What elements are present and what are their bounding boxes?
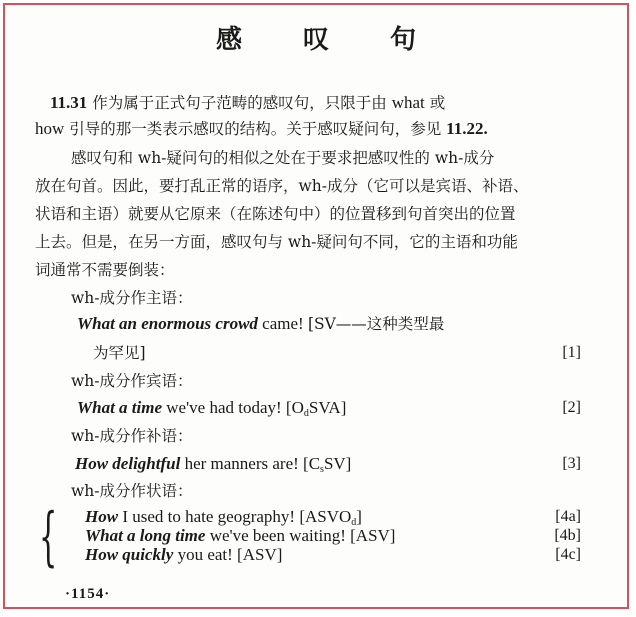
example-4b xyxy=(85,526,395,546)
example-4a-code: [ASVO xyxy=(299,507,352,526)
example-3 xyxy=(75,454,351,480)
para1-word-what: what xyxy=(391,93,425,112)
example-2-rest: we've had today! xyxy=(166,398,282,417)
example-4b-emphasis: What a long time xyxy=(85,526,206,545)
example-2-code: [O xyxy=(285,398,304,417)
heading-adverbial: wh-成分作状语： xyxy=(71,482,193,500)
page-title: 感 叹 句 xyxy=(215,25,443,55)
example-4b-code: [ASV] xyxy=(350,526,396,545)
example-3-code2: SV] xyxy=(323,454,352,473)
example-4c xyxy=(85,545,282,565)
example-3-code: [C xyxy=(303,454,321,473)
example-1-line1 xyxy=(77,314,444,334)
example-3-rest: her manners are! xyxy=(184,454,299,473)
example-4c-code: [ASV] xyxy=(237,545,283,564)
example-4c-tag: [4c] xyxy=(555,546,581,563)
curly-brace: { xyxy=(39,500,58,574)
example-4c-rest: you eat! xyxy=(177,545,233,564)
example-1-tag: [1] xyxy=(562,344,581,361)
para2-line3: 状语和主语）就要从它原来（在陈述句中）的位置移到句首突出的位置 xyxy=(35,205,516,223)
page-frame xyxy=(3,3,629,609)
para1-line1 xyxy=(50,93,445,113)
example-2-emphasis: What a time xyxy=(77,398,163,417)
example-1-note: [SV——这种类型最 xyxy=(307,315,445,333)
para2-line5: 词通常不需要倒装： xyxy=(35,261,175,279)
example-3-tag: [3] xyxy=(562,455,581,472)
para2-line2: 放在句首。因此，要打乱正常的语序，wh-成分（它可以是宾语、补语、 xyxy=(35,177,529,195)
section-number: 11.31 xyxy=(50,93,88,112)
para1-text2: 引导的那一类表示感叹的结构。关于感叹疑问句，参见 xyxy=(69,120,442,138)
page-number-value: 1154 xyxy=(71,586,105,602)
example-3-sub: s xyxy=(320,464,324,475)
example-2 xyxy=(77,398,346,424)
example-4a-rest: I used to hate geography! xyxy=(122,507,296,526)
para1-text1: 作为属于正式句子范畴的感叹句，只限于由 xyxy=(92,94,387,112)
example-4a-tag: [4a] xyxy=(555,508,581,525)
para1-line2 xyxy=(35,119,488,139)
example-4b-tag: [4b] xyxy=(554,527,581,544)
example-2-sub: d xyxy=(303,408,309,419)
page-number: ·1154· xyxy=(65,586,111,602)
example-4a-sub: d xyxy=(351,517,357,528)
heading-subject: wh-成分作主语： xyxy=(71,289,193,307)
example-4a-code2: ] xyxy=(356,507,362,526)
heading-complement: wh-成分作补语： xyxy=(71,427,193,445)
para2-line1: 感叹句和 wh-疑问句的相似之处在于要求把感叹性的 wh-成分 xyxy=(71,149,495,167)
example-3-emphasis: How delightful xyxy=(75,454,181,473)
example-4b-rest: we've been waiting! xyxy=(209,526,346,545)
example-4c-emphasis: How quickly xyxy=(85,545,174,564)
para2-line4: 上去。但是，在另一方面，感叹句与 wh-疑问句不同，它的主语和功能 xyxy=(35,233,518,251)
example-4a-emphasis: How xyxy=(85,507,119,526)
para1-ref: 11.22. xyxy=(446,119,488,138)
heading-object: wh-成分作宾语： xyxy=(71,372,193,390)
para1-word-how: how xyxy=(35,119,65,138)
para1-text1b: 或 xyxy=(429,94,446,112)
example-1-rest: came! xyxy=(262,314,304,333)
example-1-emphasis: What an enormous crowd xyxy=(77,314,258,333)
example-1-line2: 为罕见] xyxy=(93,344,146,362)
example-2-code2: SVA] xyxy=(308,398,347,417)
example-2-tag: [2] xyxy=(562,399,581,416)
